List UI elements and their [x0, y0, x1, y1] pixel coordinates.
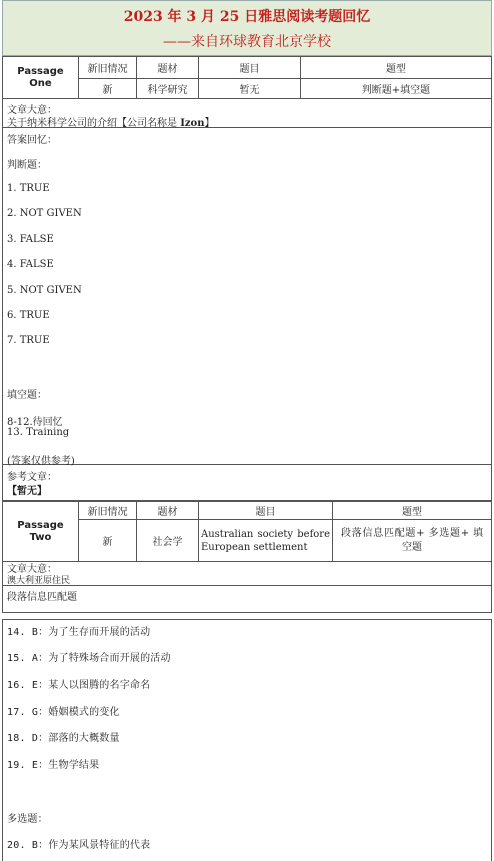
passage-two-label-line1: Passage	[17, 519, 64, 531]
p2-title: Australian society before European settlement	[199, 520, 333, 562]
passage-one-reference-box	[2, 465, 492, 501]
p2-header-title: 题目	[199, 502, 333, 520]
p2-header-type: 题型	[333, 502, 492, 520]
p1-summary-content: 关于纳米科学公司的介绍【公司名称是 Izon】	[7, 118, 215, 129]
matching-answer: 15. A：为了特殊场合而开展的活动	[7, 653, 171, 664]
p1-fill-answer: 8-12.待回忆	[7, 417, 63, 428]
p1-fill-label: 填空题：	[7, 390, 47, 401]
passage-two-table	[2, 501, 492, 562]
p1-summary-label: 文章大意：	[7, 105, 57, 116]
document-subtitle: ——来自环球教育北京学校	[163, 34, 331, 50]
p1-topic: 科学研究	[137, 79, 199, 99]
passage-one-label	[3, 57, 79, 99]
matching-answer: 18. D：部落的大概数量	[7, 733, 120, 744]
document-header	[2, 0, 492, 56]
matching-answer: 16. E：某人以图腾的名字命名	[7, 680, 151, 691]
p1-tf-label: 判断题：	[7, 160, 47, 171]
p1-tf-answer: 2. NOT GIVEN	[7, 208, 82, 219]
p2-summary-text: 澳大利亚原住民	[7, 576, 71, 586]
matching-answer: 19. E：生物学结果	[7, 760, 100, 771]
passage-two-section-box	[2, 586, 492, 613]
p1-title: 暂无	[199, 79, 301, 99]
p1-tf-answer: 1. TRUE	[7, 183, 50, 194]
passage-one-label-line1: Passage	[17, 65, 64, 77]
multi-choice-answer: 20. B：作为某风景特征的代表	[7, 840, 151, 851]
passage-one-table	[2, 56, 492, 99]
p1-answers-label: 答案回忆：	[7, 135, 57, 146]
passage-two-label-line2: Two	[29, 531, 52, 543]
p1-header-status: 新旧情况	[79, 57, 137, 79]
p1-header-topic: 题材	[137, 57, 199, 79]
p2-header-status: 新旧情况	[79, 502, 137, 520]
p2-type: 段落信息匹配题+ 多选题+ 填空题	[333, 520, 492, 562]
multi-choice-label: 多选题：	[7, 814, 48, 825]
matching-answers-box	[2, 619, 492, 861]
p1-status: 新	[79, 79, 137, 99]
matching-answer: 14. B：为了生存而开展的活动	[7, 627, 151, 638]
p1-tf-answer: 3. FALSE	[7, 234, 54, 245]
passage-one-summary-box	[2, 98, 492, 128]
passage-one-label-line2: One	[29, 77, 52, 89]
passage-two-label	[3, 502, 79, 562]
company-name: Izon	[180, 118, 205, 129]
matching-answer: 17. G：婚姻模式的变化	[7, 707, 120, 718]
p1-tf-answer: 6. TRUE	[7, 310, 50, 321]
p2-status: 新	[79, 520, 137, 562]
p2-header-topic: 题材	[137, 502, 199, 520]
document-title: 2023 年 3 月 25 日雅思阅读考题回忆	[123, 9, 371, 25]
passage-one-answers-box	[2, 128, 492, 465]
p1-tf-answer: 7. TRUE	[7, 335, 50, 346]
p1-header-type: 题型	[301, 57, 492, 79]
p1-tf-answer: 4. FALSE	[7, 259, 54, 270]
p2-section-label: 段落信息匹配题	[7, 592, 77, 603]
p1-tf-answer: 5. NOT GIVEN	[7, 285, 82, 296]
p1-ref-label: 参考文章：	[7, 472, 57, 483]
p1-type: 判断题+填空题	[301, 79, 492, 99]
p1-header-title: 题目	[199, 57, 301, 79]
p1-ref-text: 【暂无】	[7, 486, 47, 497]
passage-two-summary-box	[2, 559, 492, 586]
p1-summary-text	[7, 114, 214, 129]
p1-fill-answer: 13. Training	[7, 427, 70, 438]
p2-summary-label: 文章大意：	[7, 564, 57, 575]
p2-topic: 社会学	[137, 520, 199, 562]
p1-note: (答案仅供参考)	[7, 456, 75, 467]
